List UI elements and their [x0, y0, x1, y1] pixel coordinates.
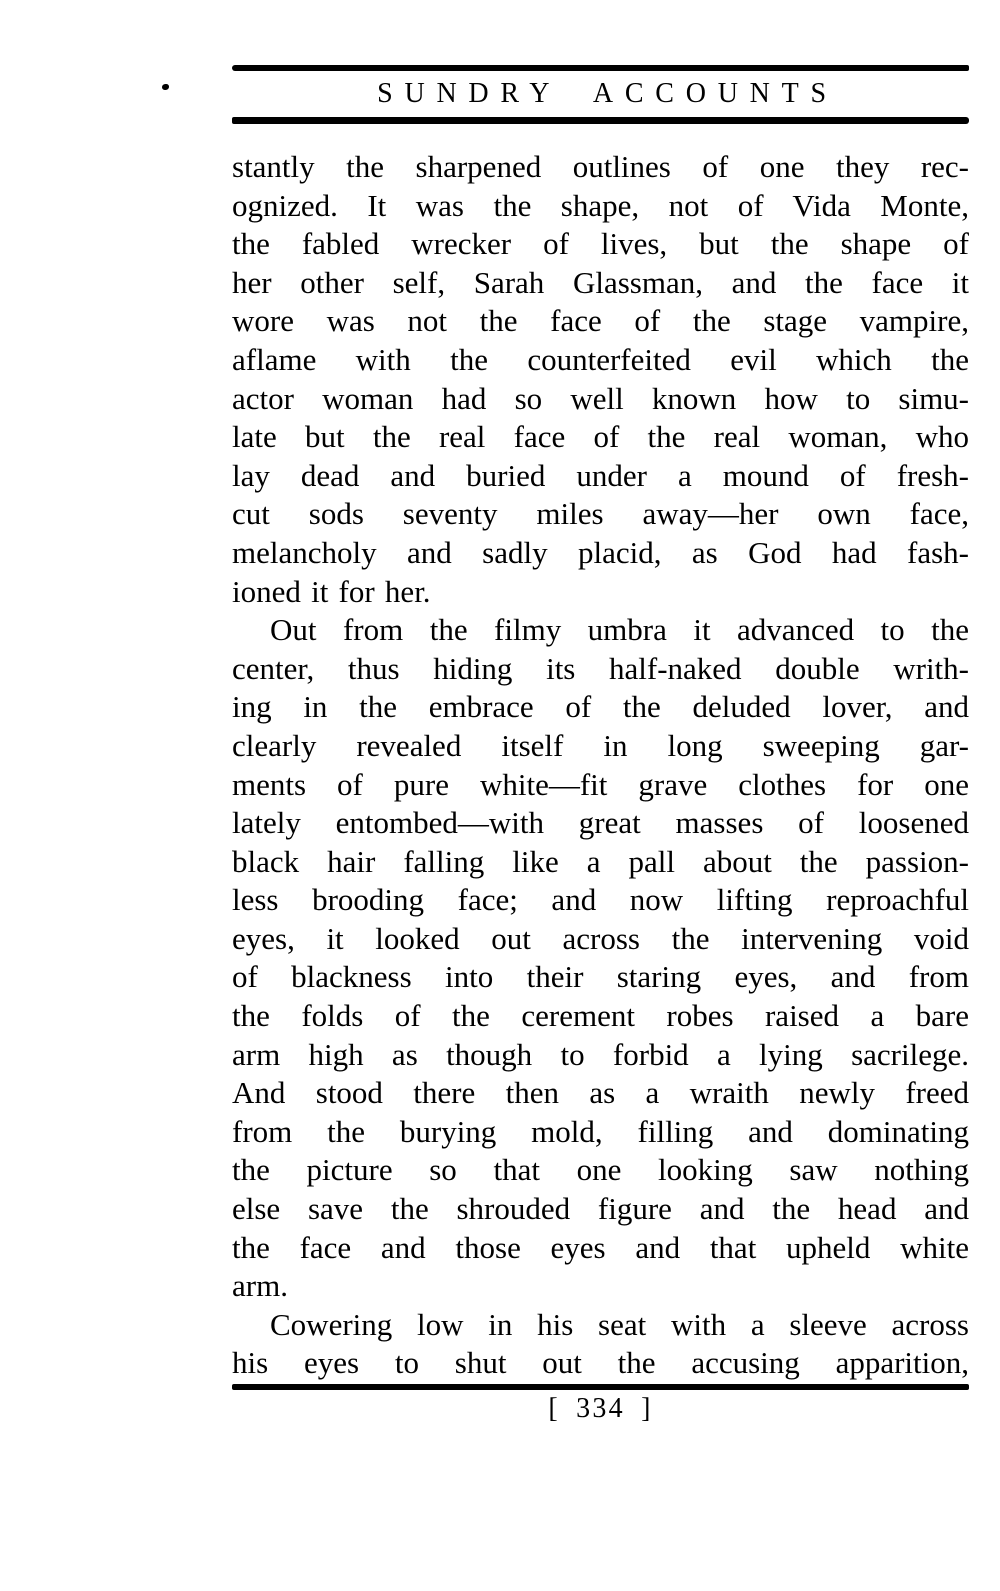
text-line: late but the real face of the real woman, who — [232, 419, 969, 455]
text-line: eyes, it looked out across the intervening void — [232, 920, 969, 956]
text-line: arm. — [232, 1268, 288, 1304]
text-line: her other self, Sarah Glassman, and the face it — [232, 264, 969, 300]
text-line: the fabled wrecker of lives, but the shape of — [232, 226, 969, 262]
text-line: his eyes to shut out the accusing apparition, — [232, 1345, 969, 1381]
text-line: ognized. It was the shape, not of Vida Monte, — [232, 187, 969, 223]
text-line: lay dead and buried under a mound of fresh- — [232, 457, 969, 493]
text-line: clearly revealed itself in long sweeping gar- — [232, 727, 969, 763]
text-line: And stood there then as a wraith newly freed — [232, 1075, 969, 1111]
text-line: Cowering low in his seat with a sleeve across — [270, 1306, 969, 1342]
ink-speck — [162, 84, 169, 90]
text-line: of blackness into their staring eyes, and from — [232, 959, 969, 995]
text-line: the picture so that one looking saw nothing — [232, 1152, 969, 1188]
text-line: ing in the embrace of the deluded lover, and — [232, 689, 969, 725]
text-line: black hair falling like a pall about the passion- — [232, 843, 969, 879]
text-line: center, thus hiding its half-naked double writh- — [232, 650, 969, 686]
text-line: the face and those eyes and that upheld white — [232, 1229, 969, 1265]
text-line: wore was not the face of the stage vampire, — [232, 303, 969, 339]
text-line: melancholy and sadly placid, as God had fash- — [232, 534, 969, 570]
text-line: arm high as though to forbid a lying sacrilege. — [232, 1036, 969, 1072]
body-text — [232, 148, 969, 1383]
text-line: actor woman had so well known how to simu- — [232, 380, 969, 416]
text-line: lately entombed—with great masses of loosened — [232, 805, 969, 841]
text-column — [232, 0, 969, 1425]
text-line: less brooding face; and now lifting reproachful — [232, 882, 969, 918]
text-line: aflame with the counterfeited evil which the — [232, 341, 969, 377]
running-head-title: SUNDRY ACCOUNTS — [377, 78, 838, 109]
text-line: stantly the sharpened outlines of one they rec- — [232, 149, 969, 184]
text-line: Out from the filmy umbra it advanced to the — [270, 612, 969, 648]
text-line: from the burying mold, filling and dominating — [232, 1113, 969, 1149]
text-line: the folds of the cerement robes raised a bare — [232, 998, 969, 1034]
text-line: else save the shrouded figure and the head and — [232, 1191, 969, 1227]
footer-rule — [232, 1384, 969, 1390]
header-rule-bottom — [232, 117, 969, 124]
text-line: cut sods seventy miles away—her own face, — [232, 496, 969, 532]
text-line: ioned it for her. — [232, 573, 431, 609]
page-number: [ 334 ] — [548, 1393, 653, 1424]
text-line: ments of pure white—fit grave clothes for one — [232, 766, 969, 802]
